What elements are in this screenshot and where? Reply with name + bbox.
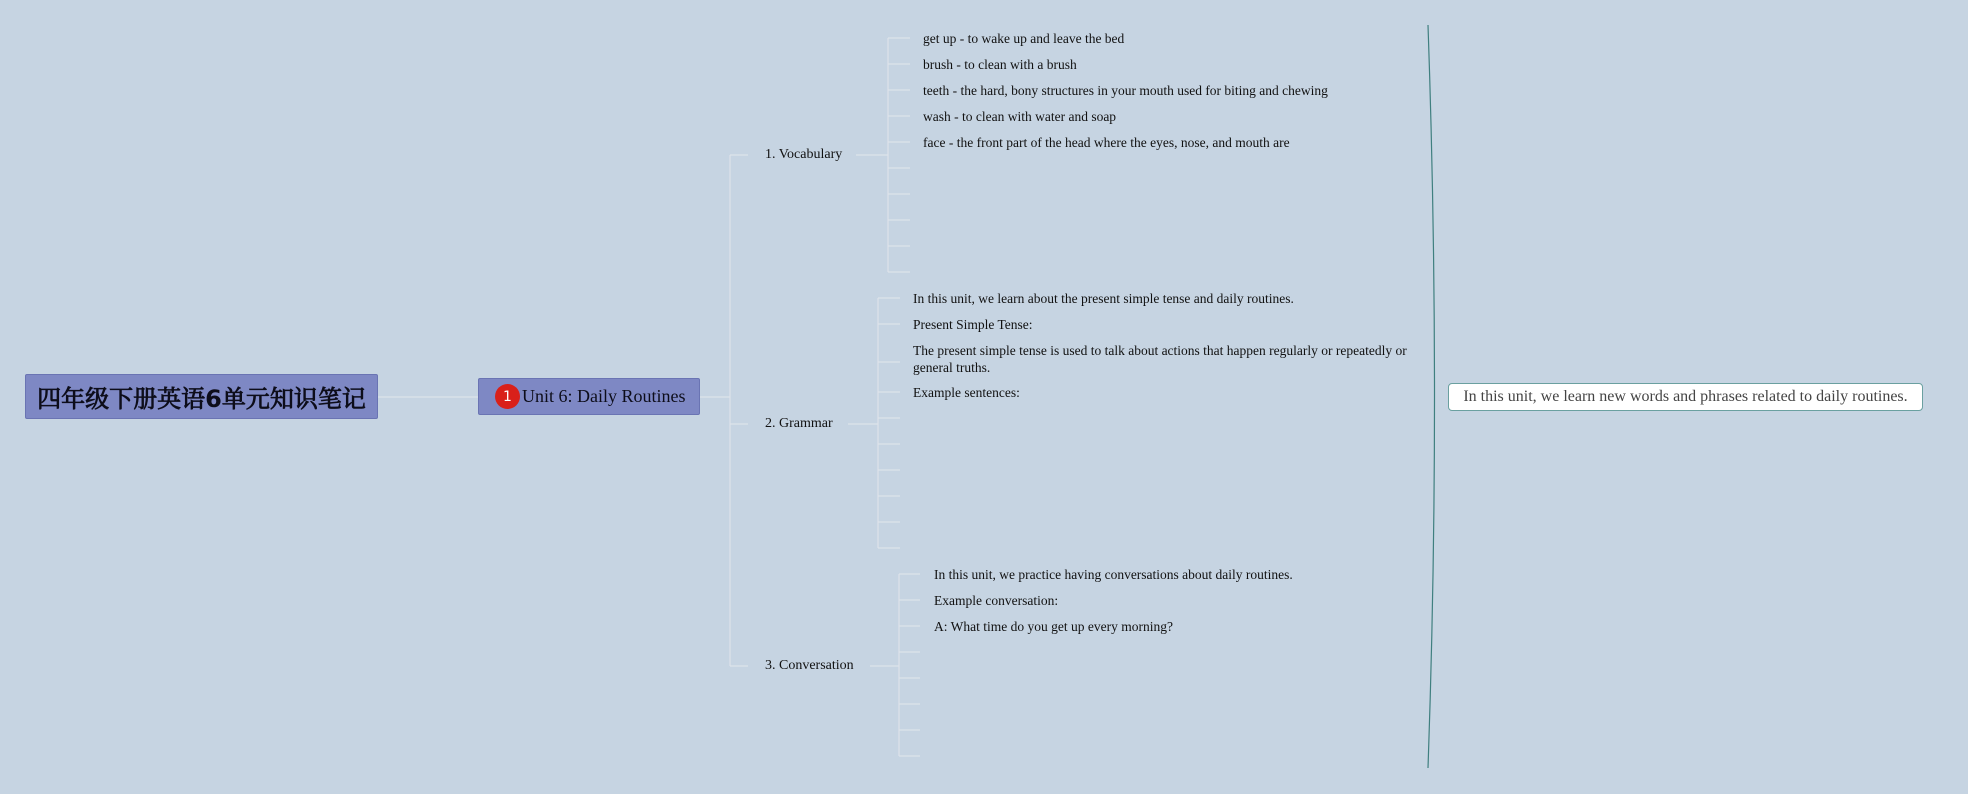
grammar-item[interactable]: The present simple tense is used to talk about actions that happen regularly or repeatedly or general truths. — [913, 343, 1407, 375]
vocabulary-item[interactable]: teeth - the hard, bony structures in your mouth used for biting and chewing — [923, 83, 1328, 98]
root-title: 四年级下册英语6单元知识笔记 — [37, 385, 366, 413]
vocabulary-item[interactable]: brush - to clean with a brush — [923, 57, 1077, 72]
conversation-item[interactable]: Example conversation: — [934, 593, 1059, 608]
grammar-item[interactable]: Present Simple Tense: — [913, 317, 1033, 332]
conversation-item[interactable]: In this unit, we practice having conversations about daily routines. — [934, 567, 1293, 582]
branch-vocabulary[interactable]: 1. Vocabulary — [765, 147, 843, 162]
conversation-item[interactable]: A: What time do you get up every morning? — [934, 619, 1173, 634]
root-topic[interactable] — [25, 374, 378, 419]
grammar-item[interactable]: Example sentences: — [913, 385, 1020, 400]
grammar-item[interactable]: In this unit, we learn about the present simple tense and daily routines. — [913, 291, 1294, 306]
summary-topic[interactable] — [1448, 383, 1923, 411]
unit-title: Unit 6: Daily Routines — [522, 386, 686, 406]
priority-badge-icon: 1 — [495, 384, 520, 409]
branch-grammar[interactable]: 2. Grammar — [765, 416, 833, 431]
vocabulary-item[interactable]: get up - to wake up and leave the bed — [923, 31, 1125, 46]
unit-topic[interactable] — [478, 378, 700, 415]
summary-text: In this unit, we learn new words and phrases related to daily routines. — [1463, 388, 1908, 405]
vocabulary-item[interactable]: face - the front part of the head where the eyes, nose, and mouth are — [923, 135, 1290, 150]
vocabulary-item[interactable]: wash - to clean with water and soap — [923, 109, 1117, 124]
branch-conversation[interactable]: 3. Conversation — [765, 658, 854, 673]
